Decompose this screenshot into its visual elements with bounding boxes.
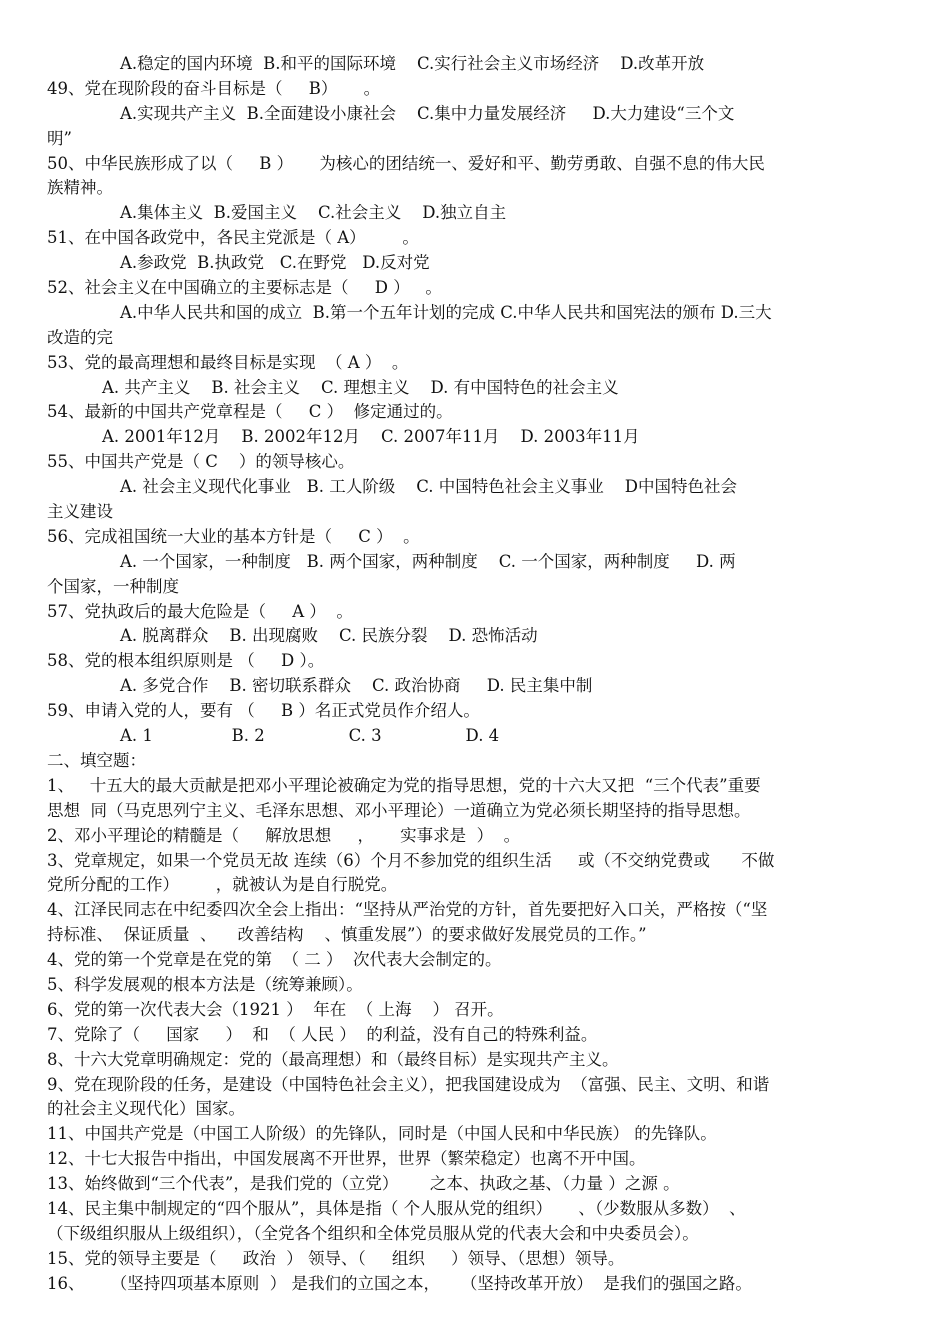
text-line: 持标准、 保证质量 、 改善结构 、慎重发展”）的要求做好发展党员的工作。”	[47, 925, 647, 945]
text-line: A. 共产主义 B. 社会主义 C. 理想主义 D. 有中国特色的社会主义	[102, 377, 619, 397]
text-line: 2、邓小平理论的精髓是（ 解放思想 ， 实事求是 ） 。	[47, 825, 521, 845]
text-line: 53、党的最高理想和最终目标是实现 （ A ） 。	[47, 352, 409, 372]
text-line: 个国家，一种制度	[47, 576, 179, 596]
text-line: 8、十六大党章明确规定：党的（最高理想）和（最终目标）是实现共产主义。	[47, 1049, 619, 1069]
text-line: 16、 （坚持四项基本原则 ） 是我们的立国之本， （坚持改革开放） 是我们的强国之路。	[47, 1273, 752, 1293]
text-line: A. 2001年12月 B. 2002年12月 C. 2007年11月 D. 2003年11月	[102, 427, 640, 447]
text-line: 5、科学发展观的根本方法是（统筹兼顾）。	[47, 974, 363, 994]
text-line: A.集体主义 B.爱国主义 C.社会主义 D.独立自主	[120, 203, 507, 223]
text-line: 思想 同（马克思列宁主义、毛泽东思想、邓小平理论）一道确立为党必须长期坚持的指导思想。	[47, 800, 751, 820]
text-line: A.稳定的国内环境 B.和平的国际环境 C.实行社会主义市场经济 D.改革开放	[120, 54, 705, 73]
text-line: 57、党执政后的最大危险是（ A ） 。	[47, 601, 353, 621]
text-line: A. 多党合作 B. 密切联系群众 C. 政治协商 D. 民主集中制	[120, 676, 593, 696]
text-line: 3、党章规定，如果一个党员无故 连续（6）个月不参加党的组织生活 或（不交纳党费或 不做	[47, 850, 775, 870]
text-line: A.中华人民共和国的成立 B.第一个五年计划的完成 C.中华人民共和国宪法的颁布 D.三大	[120, 302, 772, 322]
text-line: （下级组织服从上级组织），（全党各个组织和全体党员服从党的代表大会和中央委员会）。	[47, 1223, 699, 1243]
text-line: 11、中国共产党是（中国工人阶级）的先锋队，同时是（中国人民和中华民族） 的先锋队。	[47, 1124, 717, 1144]
text-line: 4、党的第一个党章是在党的第 （ 二 ） 次代表大会制定的。	[47, 950, 502, 970]
text-line: A. 社会主义现代化事业 B. 工人阶级 C. 中国特色社会主义事业 D中国特色社会	[120, 477, 737, 497]
text-line: 55、中国共产党是（ C ）的领导核心。	[47, 452, 355, 472]
text-line: 二、填空题：	[47, 750, 146, 770]
text-line: 54、最新的中国共产党章程是（ C ） 修定通过的。	[47, 402, 453, 422]
text-line: 族精神。	[47, 178, 113, 198]
text-line: 59、申请入党的人，要有 （ B ）名正式党员作介绍人。	[47, 701, 480, 721]
text-line: 12、十七大报告中指出，中国发展离不开世界，世界（繁荣稳定）也离不开中国。	[47, 1149, 646, 1169]
text-line: 7、党除了（ 国家 ） 和 （ 人民 ） 的利益，没有自己的特殊利益。	[47, 1024, 598, 1044]
text-line: 14、民主集中制规定的“四个服从”，具体是指（ 个人服从党的组织） 、（少数服从多数） 、	[47, 1198, 746, 1218]
text-line: 的社会主义现代化）国家。	[47, 1099, 245, 1119]
text-line: A. 1 B. 2 C. 3 D. 4	[120, 726, 500, 746]
text-line: A. 一个国家，一种制度 B. 两个国家，两种制度 C. 一个国家，两种制度 D. 两	[120, 551, 736, 571]
text-line: 51、在中国各政党中，各民主党派是（ A） 。	[47, 228, 419, 248]
text-line: 49、党在现阶段的奋斗目标是（ B） 。	[47, 78, 381, 98]
text-line: 50、中华民族形成了以（ B ） 为核心的团结统一、爱好和平、勤劳勇敢、自强不息的伟大民	[47, 153, 765, 173]
text-line: A. 脱离群众 B. 出现腐败 C. 民族分裂 D. 恐怖活动	[120, 626, 538, 646]
text-line: 改造的完	[47, 327, 113, 347]
text-line: 58、党的根本组织原则是 （ D ）。	[47, 651, 325, 671]
text-line: A.参政党 B.执政党 C.在野党 D.反对党	[120, 253, 430, 273]
text-line: 4、江泽民同志在中纪委四次全会上指出：“坚持从严治党的方针，首先要把好入口关，严格按（“坚	[47, 900, 768, 920]
text-line: 15、党的领导主要是（ 政治 ） 领导、（ 组织 ）领导、（思想）领导。	[47, 1248, 625, 1268]
text-line: 明”	[47, 128, 72, 148]
text-line: A.实现共产主义 B.全面建设小康社会 C.集中力量发展经济 D.大力建设“三个文	[120, 103, 735, 123]
text-line: 13、始终做到“三个代表”，是我们党的（立党） 之本、执政之基、（力量 ）之源 。	[47, 1174, 680, 1194]
text-line: 56、完成祖国统一大业的基本方针是（ C ） 。	[47, 526, 420, 546]
text-line: 52、社会主义在中国确立的主要标志是（ D ） 。	[47, 278, 442, 298]
document-page	[47, 52, 907, 1297]
text-line: 9、党在现阶段的任务，是建设（中国特色社会主义），把我国建设成为 （富强、民主、文明、和谐	[47, 1074, 770, 1094]
text-line: 主义建设	[47, 502, 113, 522]
text-line: 6、党的第一次代表大会（1921 ） 年在 （ 上海 ） 召开。	[47, 999, 504, 1019]
text-line: 党所分配的工作） ，就被认为是自行脱党。	[47, 875, 398, 895]
text-line: 1、 十五大的最大贡献是把邓小平理论被确定为党的指导思想，党的十六大又把 “三个代表”重要	[47, 775, 761, 795]
